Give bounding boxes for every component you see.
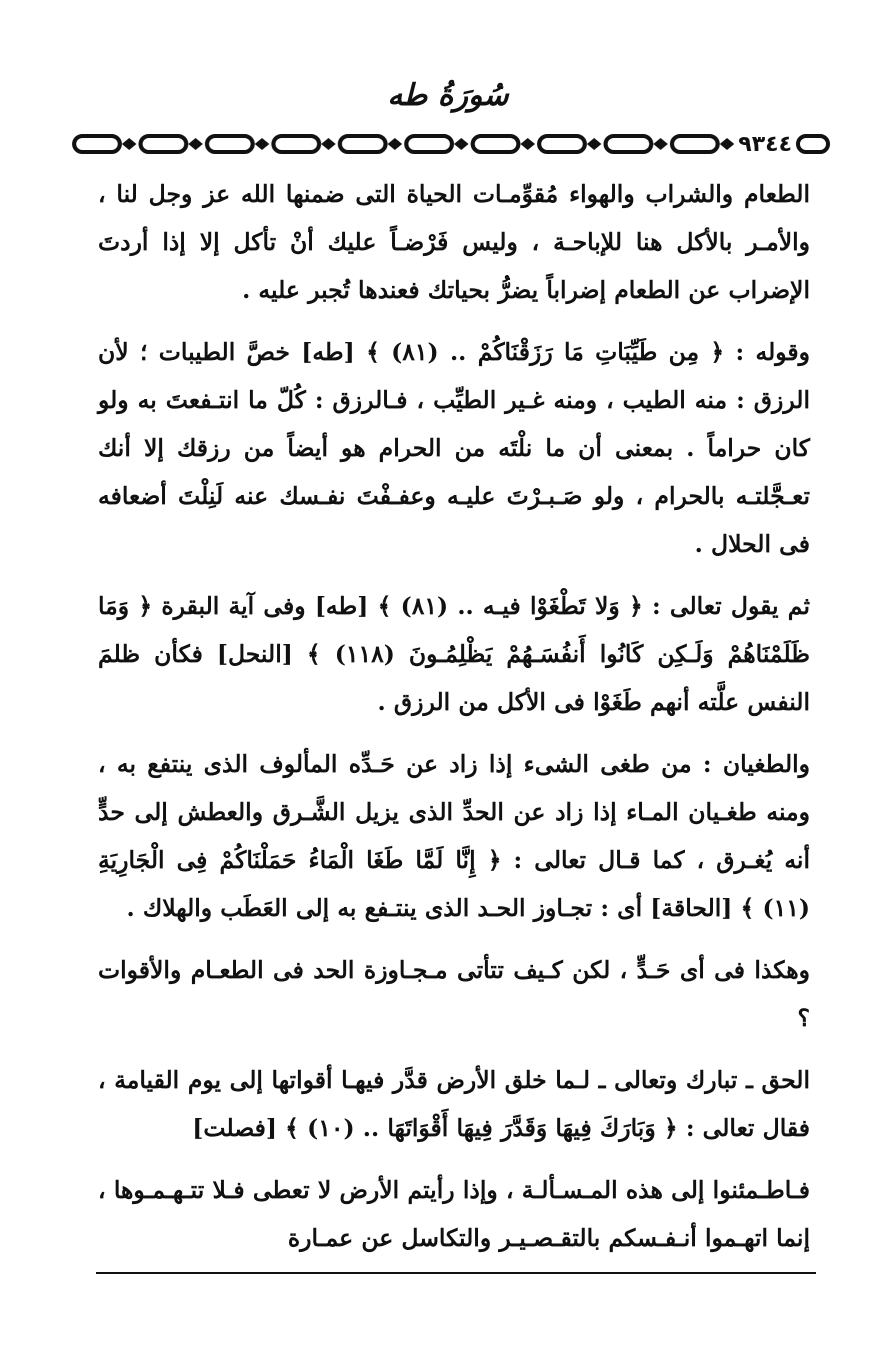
paragraph: ثم يقول تعالى : ﴿ وَلا تَطْغَوْا فيـه .. (٨١) ﴾ [طه] وفى آية البقرة ﴿ وَمَا ظَلَمْنَاهُمْ وَلَـكِن كَانُوا أَنفُسَـهُمْ يَظْلِمُـونَ (١١٨) ﴾ [النحل] فكأن ظلمَ النفس علَّته أنهم طَغَوْا فى الأكل من الرزق .: [98, 592, 810, 716]
ornament-end-cap-icon: [796, 128, 830, 160]
header-ornament-band: [70, 128, 830, 160]
surah-title: سُورَةُ طه: [387, 78, 509, 113]
footer-divider: [96, 1272, 816, 1274]
paragraph: فـاطـمئنوا إلى هذه المـسـألـة ، وإذا رأيتم الأرض لا تعطى فـلا تتـهـمـوها ، إنما اتهـموا أنـفـسكم بالتقـصـيـر والتكاسل عن عمـارة: [98, 1176, 810, 1252]
paragraph: وقوله : ﴿ مِن طَيِّبَاتِ مَا رَزَقْنَاكُمْ .. (٨١) ﴾ [طه] خصَّ الطيبات ؛ لأن الرزق : منه الطيب ، ومنه غـير الطيِّب ، فـالرزق : كُلّ ما انتـفعتَ به ولو كان حراماً . بمعنى أن ما نلْتَه من الحرام هو أيضاً من رزقك إلا أنك تعـجَّلتـه بالحرام ، ولو صَـبـرْتَ عليـه وعفـفْتَ نفـسك عنه لَنِلْتَ أضعافه فى الحلال .: [98, 338, 810, 558]
page-number: ٩٣٤٤: [738, 131, 792, 157]
ornament-chain-icon: [70, 128, 734, 160]
page-body: [98, 170, 810, 1276]
paragraph: وهكذا فى أى حَـدٍّ ، لكن كـيف تتأتى مـجـاوزة الحد فى الطعـام والأقوات ؟: [98, 956, 810, 1032]
paragraph: الطعام والشراب والهواء مُقوِّمـات الحياة التى ضمنها الله عز وجل لنا ، والأمـر بالأكل هنا للإباحـة ، وليس فَرْضـاً عليك أنْ تأكل إلا إذا أردتَ الإضراب عن الطعام إضراباً يضرُّ بحياتك فعندها تُجبر عليه .: [98, 180, 810, 304]
paragraph: والطغيان : من طغى الشىء إذا زاد عن حَـدِّه المألوف الذى ينتفع به ، ومنه طغـيان المـاء إذا زاد عن الحدِّ الذى يزيل الشَّـرق والعطش إلى حدٍّ أنه يُغـرق ، كما قـال تعالى : ﴿ إِنَّا لَمَّا طَغَا الْمَاءُ حَمَلْنَاكُمْ فِى الْجَارِيَةِ (١١) ﴾ [الحاقة] أى : تجـاوز الحـد الذى ينتـفع به إلى العَطَب والهلاك .: [98, 750, 810, 922]
paragraph: الحق ـ تبارك وتعالى ـ لـما خلق الأرض قدَّر فيهـا أقواتها إلى يوم القيامة ، فقال تعالى : ﴿ وَبَارَكَ فِيهَا وَقَدَّرَ فِيهَا أَقْوَاتَهَا .. (١٠) ﴾ [فصلت]: [98, 1066, 810, 1142]
